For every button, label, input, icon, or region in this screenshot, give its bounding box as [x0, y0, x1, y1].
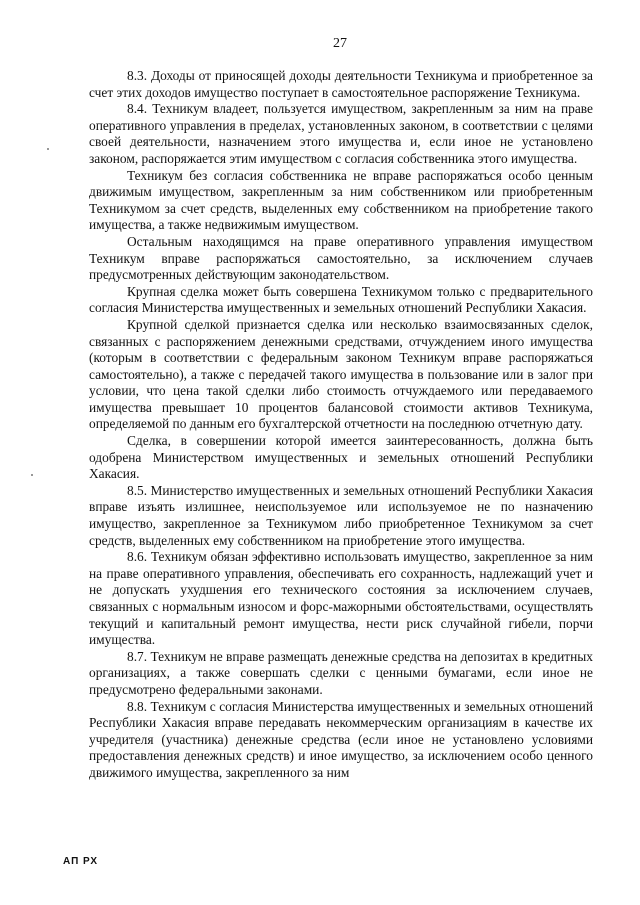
- paragraph-8-4-other-property: Остальным находящимся на праве оперативного управления имуществом Техникум вправе распоряжаться самостоятельно, за исключением случаев предусмотренных действующим законодательством.: [89, 233, 593, 283]
- page-number: 27: [333, 36, 347, 51]
- paragraph-8-8: 8.8. Техникум с согласия Министерства имущественных и земельных отношений Республики Хакасия вправе передавать некоммерческим организациям в качестве их учредителя (участника) денежные средства (если иное не установлено условиями предоставления денежных средств) и иное имущество, за исключением особо ценного движимого имущества, закрепленного за ним: [89, 698, 593, 780]
- paragraph-8-4: 8.4. Техникум владеет, пользуется имуществом, закрепленным за ним на праве оперативного управления в пределах, установленных законом, в соответствии с целями своей деятельности, назначением этого имущества и, если иное не установлено законом, распоряжается этим имуществом с согласия собственника этого имущества.: [89, 101, 593, 166]
- scan-speck: [47, 148, 49, 150]
- paragraph-8-4-valuable-property: Техникум без согласия собственника не вправе распоряжаться особо ценным движимым имуществом, закрепленным за ним собственником или приобретенным Техникумом за счет средств, выделенных ему собственником на приобретение такого имущества, а также недвижимым имуществом.: [89, 167, 593, 233]
- footer-mark: АП РХ: [63, 856, 99, 867]
- scan-speck: [31, 474, 33, 476]
- paragraph-8-7: 8.7. Техникум не вправе размещать денежные средства на депозитах в кредитных организациях, а также совершать сделки с ценными бумагами, если иное не предусмотрено федеральными законами.: [89, 648, 593, 697]
- paragraph-8-5: 8.5. Министерство имущественных и земельных отношений Республики Хакасия вправе изъять излишнее, неиспользуемое или используемое не по назначению имущество, закрепленное за Техникумом либо приобретенное Техникумом за счет средств, выделенных ему собственником на приобретение этого имущества.: [89, 482, 593, 548]
- paragraph-8-6: 8.6. Техникум обязан эффективно использовать имущество, закрепленное за ним на праве оперативного управления, обеспечивать его сохранность, надлежащий учет и не допускать ухудшения его технического состояния за исключением случаев, связанных с нормальным износом и форс-мажорными обстоятельствами, осуществлять текущий и капитальный ремонт имущества, нести риск случайной гибели, порчи имущества.: [89, 549, 593, 648]
- paragraph-interested-transaction: Сделка, в совершении которой имеется заинтересованность, должна быть одобрена Министерством имущественных и земельных отношений Республики Хакасия.: [89, 433, 593, 482]
- paragraph-major-transaction-definition: Крупной сделкой признается сделка или несколько взаимосвязанных сделок, связанных с распоряжением денежными средствами, отчуждением иного имущества (которым в соответствии с федеральным законом Техникум вправе распоряжаться самостоятельно), а также с передачей такого имущества в пользование или в залог при условии, что цена такой сделки либо стоимость отчуждаемого или передаваемого имущества превышает 10 процентов балансовой стоимости активов Техникума, определяемой по данным его бухгалтерской отчетности на последнюю отчетную дату.: [89, 316, 593, 432]
- paragraph-8-3: 8.3. Доходы от приносящей доходы деятельности Техникума и приобретенное за счет этих доходов имущество поступает в самостоятельное распоряжение Техникума.: [89, 68, 593, 100]
- paragraph-major-transaction: Крупная сделка может быть совершена Техникумом только с предварительного согласия Министерства имущественных и земельных отношений Республики Хакасия.: [89, 283, 593, 316]
- document-body: [89, 68, 593, 782]
